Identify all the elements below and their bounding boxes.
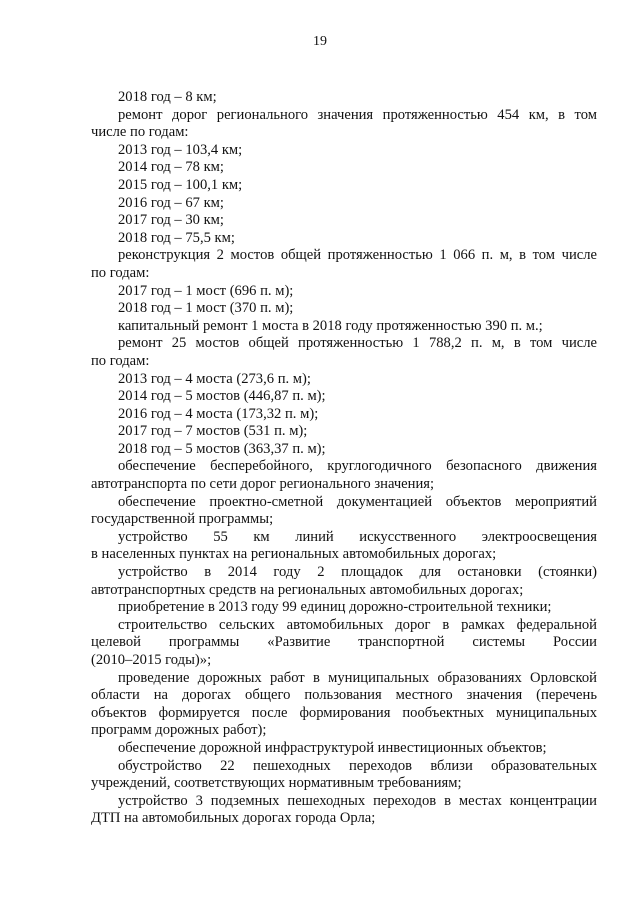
paragraph-line-1: проведение дорожных работ в муниципальных образованиях Орловской	[118, 669, 597, 686]
paragraph: 2013 год – 103,4 км;	[118, 141, 243, 158]
paragraph	[91, 758, 597, 793]
paragraph-line-1: ремонт дорог регионального значения протяженностью 454 км, в том	[118, 106, 597, 123]
paragraph-line-3: (2010–2015 годы)»;	[91, 652, 212, 668]
paragraph: 2018 год – 5 мостов (363,37 п. м);	[118, 440, 326, 457]
paragraph	[91, 247, 597, 282]
paragraph-line-2: автотранспорта по сети дорог регионального значения;	[91, 476, 435, 493]
paragraph-line-2: государственной программы;	[91, 511, 274, 528]
paragraph-line-1: устройство 3 подземных пешеходных переходов в местах концентрации	[118, 792, 597, 809]
paragraph-line-1: устройство в 2014 году 2 площадок для остановки (стоянки)	[118, 564, 597, 581]
paragraph: 2016 год – 4 моста (173,32 п. м);	[118, 405, 319, 422]
paragraph-line-2: учреждений, соответствующих нормативным требованиям;	[91, 775, 462, 792]
paragraph	[91, 335, 597, 370]
paragraph-line-1: строительство сельских автомобильных дорог в рамках федеральной	[118, 616, 597, 633]
paragraph	[91, 670, 597, 740]
paragraph-line-4: программ дорожных работ);	[91, 722, 267, 739]
paragraph-line-2: целевой программы «Развитие транспортной системы России	[91, 634, 597, 651]
paragraph-line-1: обеспечение бесперебойного, круглогодичного безопасного движения	[118, 458, 597, 475]
paragraph: 2014 год – 5 мостов (446,87 п. м);	[118, 388, 326, 405]
document-body	[91, 89, 597, 828]
paragraph-line-1: устройство 55 км линий искусственного электроосвещения	[118, 528, 597, 545]
paragraph-line-2: автотранспортных средств на региональных автомобильных дорогах;	[91, 581, 524, 598]
paragraph-line-3: объектов формируется после формирования пообъектных муниципальных	[91, 704, 597, 721]
paragraph-line-2: ДТП на автомобильных дорогах города Орла;	[91, 810, 376, 827]
paragraph: 2018 год – 8 км;	[118, 89, 217, 105]
paragraph: 2014 год – 78 км;	[118, 159, 224, 176]
paragraph: 2018 год – 1 мост (370 п. м);	[118, 300, 294, 317]
paragraph: обеспечение дорожной инфраструктурой инвестиционных объектов;	[118, 739, 547, 756]
paragraph	[91, 494, 597, 529]
paragraph	[91, 458, 597, 493]
page-number: 19	[313, 34, 327, 49]
paragraph: 2018 год – 75,5 км;	[118, 229, 235, 246]
paragraph-line-1: реконструкция 2 мостов общей протяженностью 1 066 п. м, в том числе	[118, 247, 597, 264]
paragraph	[91, 529, 597, 564]
paragraph: 2013 год – 4 моста (273,6 п. м);	[118, 370, 311, 387]
paragraph-line-2: по годам:	[91, 264, 150, 281]
paragraph: 2015 год – 100,1 км;	[118, 176, 243, 193]
paragraph: 2017 год – 1 мост (696 п. м);	[118, 282, 294, 299]
paragraph-line-2: области на дорогах общего пользования местного значения (перечень	[91, 687, 597, 704]
paragraph	[91, 793, 597, 828]
paragraph: 2017 год – 30 км;	[118, 212, 224, 229]
paragraph-line-2: числе по годам:	[91, 124, 189, 141]
paragraph	[91, 617, 597, 670]
paragraph-line-1: ремонт 25 мостов общей протяженностью 1 788,2 п. м, в том числе	[118, 335, 597, 352]
paragraph: 2017 год – 7 мостов (531 п. м);	[118, 423, 308, 440]
paragraph-line-2: в населенных пунктах на региональных автомобильных дорогах;	[91, 546, 497, 563]
paragraph	[91, 564, 597, 599]
paragraph: приобретение в 2013 году 99 единиц дорожно-строительной техники;	[118, 599, 552, 616]
paragraph: капитальный ремонт 1 моста в 2018 году протяженностью 390 п. м.;	[118, 317, 543, 334]
paragraph	[91, 107, 597, 142]
paragraph-line-1: обустройство 22 пешеходных переходов вблизи образовательных	[118, 757, 597, 774]
paragraph-line-2: по годам:	[91, 352, 150, 369]
paragraph: 2016 год – 67 км;	[118, 194, 224, 211]
paragraph-line-1: обеспечение проектно-сметной документацией объектов мероприятий	[118, 493, 597, 510]
